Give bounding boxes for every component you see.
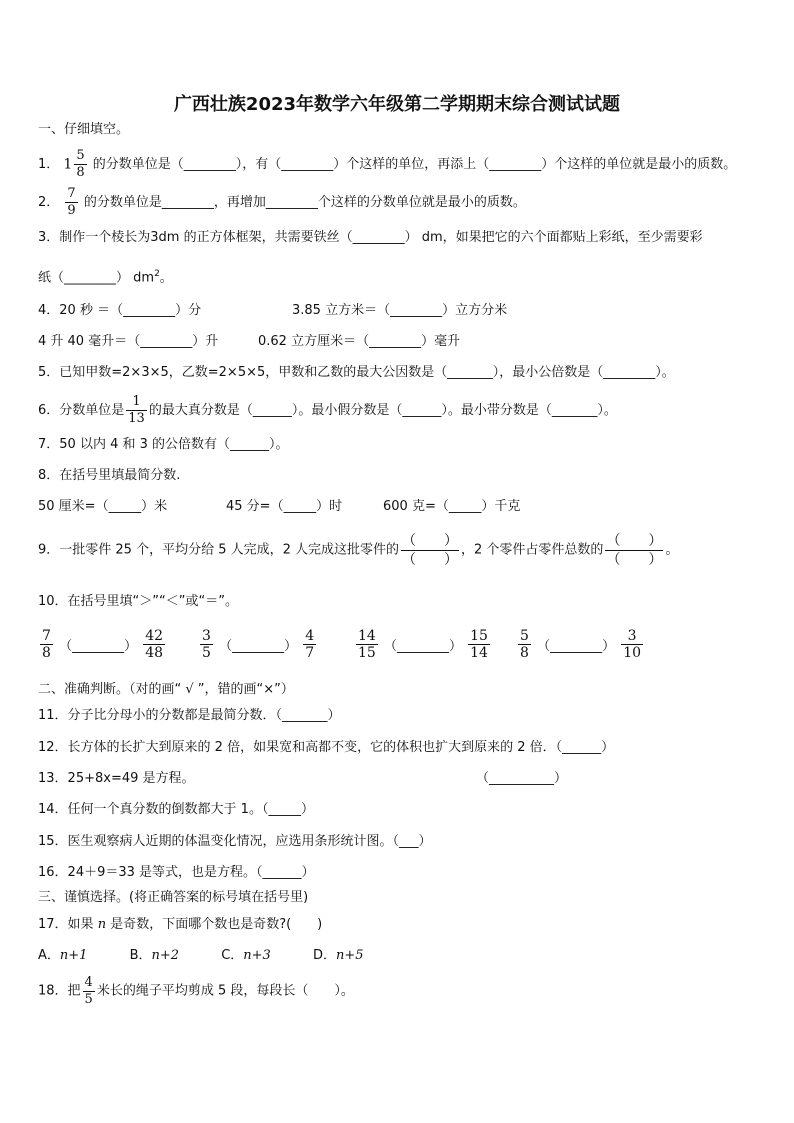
question-text: 制作一个棱长为3dm 的正方体框架，共需要铁丝（________） dm，如果把它的六个面都贴上彩纸，至少需要彩	[59, 230, 703, 245]
question-text: 是奇数，下面哪个数也是奇数?( )	[106, 917, 323, 932]
compare-item-1	[38, 628, 167, 661]
blank-numerator: （ ）	[606, 533, 663, 549]
numerator: 3	[621, 628, 643, 645]
question-number: 1．	[38, 157, 60, 172]
question-14: 14．任何一个真分数的倒数都大于 1。（_____）	[38, 802, 314, 817]
option-expression: n+1	[59, 948, 88, 963]
question-6	[38, 394, 617, 427]
question-10: 10．在括号里填“＞”“＜”或“＝”。	[38, 594, 238, 609]
fraction	[74, 148, 86, 181]
section-3-heading: 三、谨慎选择。(将正确答案的标号填在括号里)	[38, 890, 309, 905]
question-7: 7．50 以内 4 和 3 的公倍数有（______）。	[38, 437, 289, 452]
question-8: 8．在括号里填最简分数.	[38, 468, 181, 483]
question-4-line-1b	[292, 303, 507, 319]
option-label: B．	[129, 948, 152, 963]
option-expression: n+2	[151, 948, 180, 963]
page-title: 广西壮族2023年数学六年级第二学期期末综合测试试题	[173, 94, 621, 115]
question-text: 的最大真分数是（______）。最小假分数是（______）。最小带分数是（_______）。	[148, 403, 617, 418]
denominator: 8	[42, 645, 51, 661]
question-text: 纸（________） dm	[38, 270, 155, 286]
fraction	[126, 394, 147, 427]
compare-item-2	[198, 628, 318, 661]
question-8-item-c: 600 克=（_____）千克	[383, 499, 521, 514]
fraction	[468, 628, 490, 661]
question-1	[38, 148, 736, 181]
answer-blank: （________）	[219, 639, 298, 654]
option-label: A．	[38, 948, 60, 963]
variable: n	[97, 917, 107, 932]
superscript: 2	[154, 269, 160, 279]
option-expression: n+3	[243, 948, 271, 963]
fraction	[200, 628, 213, 661]
numerator: 42	[145, 628, 164, 644]
answer-blank: （________）	[59, 639, 138, 654]
option-label: D．	[312, 948, 336, 963]
denominator: 15	[358, 645, 376, 661]
question-text: 的分数单位是________，再增加________个这样的分数单位就是最小的质数。	[83, 195, 526, 210]
blank-denominator: （ ）	[402, 552, 459, 568]
denominator: 9	[67, 203, 76, 218]
section-2-heading: 二、准确判断。（对的画“ √ ”，错的画“×”）	[38, 682, 294, 697]
option-b	[130, 948, 179, 964]
question-text: 6．分数单位是	[38, 403, 125, 418]
denominator: 48	[145, 645, 164, 661]
conversion-item: 3.85 立方米＝（________）立方分米	[292, 303, 508, 318]
question-16: 16．24＋9＝33 是等式，也是方程。（______）	[38, 865, 315, 880]
question-18	[38, 975, 354, 1008]
denominator: 14	[470, 645, 488, 661]
denominator: 7	[305, 645, 315, 661]
question-4-line-2b	[258, 334, 460, 350]
conversion-item: 4 升 40 毫升＝（________）升	[38, 334, 219, 349]
fraction	[83, 975, 95, 1008]
numerator: 7	[67, 186, 76, 201]
fraction	[621, 628, 643, 661]
blank-fraction	[401, 532, 459, 569]
option-label: C．	[221, 948, 244, 963]
blank-denominator: （ ）	[606, 552, 663, 568]
question-11: 11．分子比分母小的分数都是最简分数．（_______）	[38, 708, 341, 723]
question-17-options	[38, 948, 402, 964]
question-9	[38, 532, 678, 569]
question-4-line-2	[38, 334, 218, 350]
question-3-line-2	[38, 266, 173, 286]
numerator: 4	[84, 975, 93, 990]
question-text: ，2 个零件占零件总数的	[461, 542, 604, 558]
question-text: 。	[159, 270, 173, 286]
denominator: 8	[76, 165, 85, 180]
numerator: 15	[470, 628, 488, 644]
question-text: 米长的绳子平均剪成 5 段，每段长（ ）。	[96, 983, 354, 999]
question-8-item-b: 45 分=（_____）时	[226, 499, 343, 514]
fraction	[303, 628, 316, 661]
question-13: 13．25+8x=49 是方程。	[38, 771, 195, 786]
numerator: 5	[520, 628, 529, 644]
question-4-line-1	[38, 303, 201, 319]
conversion-item: 4．20 秒 ＝（________）分	[38, 303, 202, 318]
fraction	[143, 628, 165, 661]
whole-part: 1	[63, 156, 73, 173]
denominator: 5	[202, 645, 211, 661]
numerator: 3	[202, 628, 211, 644]
question-text: 。	[665, 542, 679, 558]
question-number: 2．	[38, 195, 60, 210]
compare-item-4	[516, 628, 645, 661]
fraction	[65, 186, 77, 219]
question-2	[38, 186, 526, 219]
fraction	[518, 628, 531, 661]
question-12: 12．长方体的长扩大到原来的 2 倍，如果宽和高都不变，它的体积也扩大到原来的 2 倍．（______）	[38, 740, 615, 755]
question-13-blank: （__________）	[476, 771, 568, 786]
denominator: 13	[128, 411, 145, 426]
fraction	[356, 628, 378, 661]
option-c	[221, 948, 271, 964]
option-a	[38, 948, 87, 964]
blank-fraction	[605, 532, 663, 569]
question-5: 5．已知甲数=2×3×5，乙数=2×5×5，甲数和乙数的最大公因数是（_______），最小公倍数是（________）。	[38, 365, 675, 380]
denominator: 10	[623, 645, 642, 661]
compare-item-3	[354, 628, 492, 661]
question-text: 9．一批零件 25 个，平均分给 5 人完成，2 人完成这批零件的	[38, 542, 400, 558]
question-15: 15．医生观察病人近期的体温变化情况，应选用条形统计图。（___）	[38, 834, 432, 849]
option-d	[313, 948, 364, 964]
question-number: 3．	[38, 230, 60, 245]
numerator: 5	[76, 148, 85, 163]
denominator: 8	[520, 645, 529, 661]
question-17	[38, 917, 322, 933]
blank-numerator: （ ）	[402, 533, 459, 549]
question-text: 18．把	[38, 983, 81, 999]
conversion-item: 0.62 立方厘米＝（________）毫升	[258, 334, 461, 349]
section-1-heading: 一、仔细填空。	[38, 122, 130, 137]
numerator: 4	[305, 628, 315, 644]
question-text: 的分数单位是（________），有（________）个这样的单位，再添上（________）个这样的单位就是最小的质数。	[92, 157, 737, 172]
fraction	[40, 628, 53, 661]
denominator: 5	[84, 992, 93, 1007]
mixed-number	[63, 148, 88, 181]
option-expression: n+5	[335, 948, 364, 963]
question-text: 17．如果	[38, 917, 98, 932]
answer-blank: （________）	[537, 639, 616, 654]
numerator: 14	[358, 628, 376, 644]
question-8-item-a: 50 厘米=（_____）米	[38, 499, 168, 514]
numerator: 7	[42, 628, 51, 644]
question-3-line-1	[38, 230, 703, 246]
answer-blank: （________）	[383, 639, 462, 654]
numerator: 1	[126, 394, 147, 411]
